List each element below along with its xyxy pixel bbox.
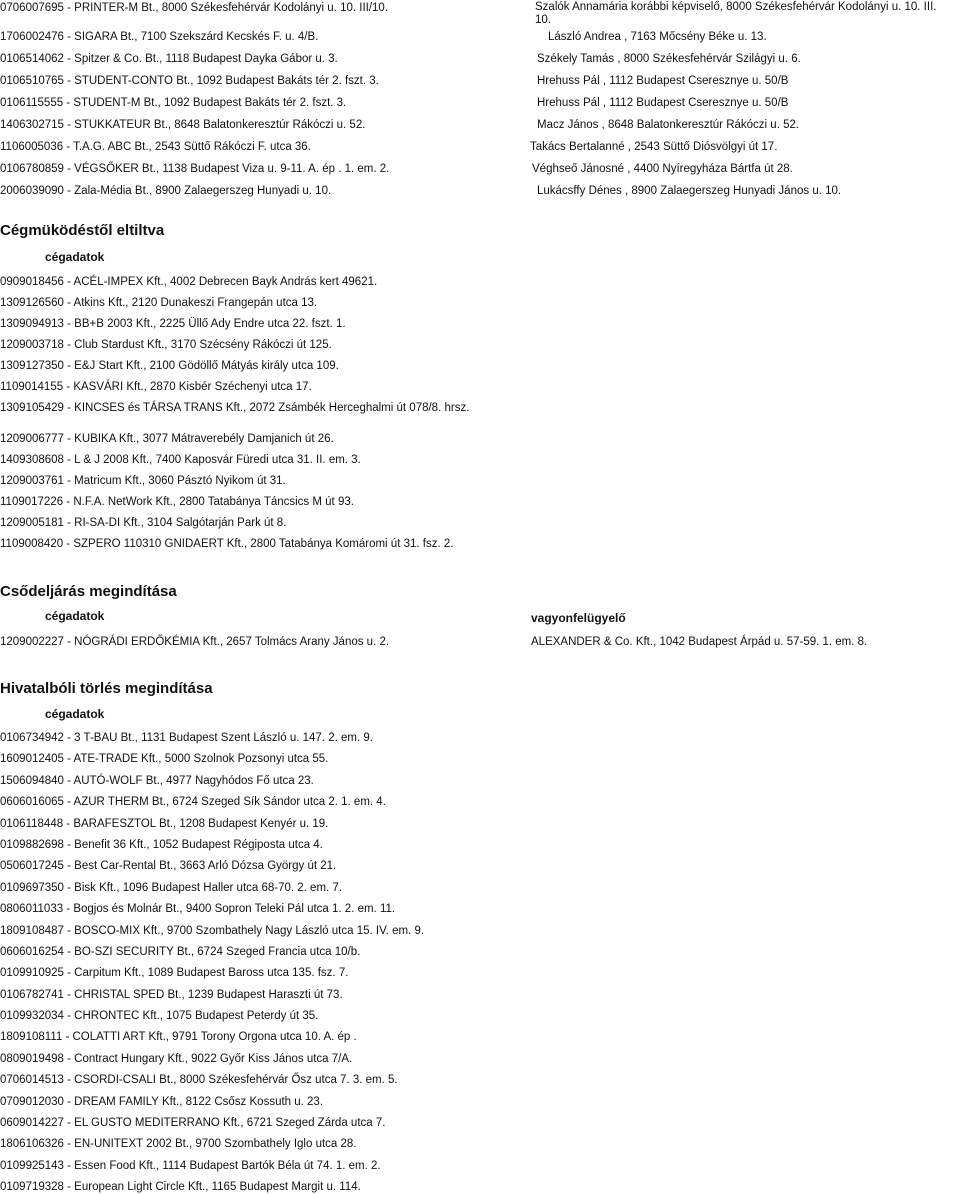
list-item: 1209003718 - Club Stardust Kft., 3170 Szécsény Rákóczi út 125. xyxy=(0,339,332,351)
list-item: 1309094913 - BB+B 2003 Kft., 2225 Üllő Ady Endre utca 22. fszt. 1. xyxy=(0,318,346,330)
list-item: 1209005181 - RI-SA-DI Kft., 3104 Salgótarján Park út 8. xyxy=(0,517,287,529)
list-item: 1409308608 - L & J 2008 Kft., 7400 Kaposvár Füredi utca 31. II. em. 3. xyxy=(0,454,361,466)
list-item: 0106118448 - BARAFESZTOL Bt., 1208 Budapest Kenyér u. 19. xyxy=(0,817,329,830)
section-subtitle: cégadatok xyxy=(45,609,105,623)
company-entry: 0706007695 - PRINTER-M Bt., 8000 Székesfehérvár Kodolányi u. 10. III/10. xyxy=(0,2,389,14)
list-item: 0809019498 - Contract Hungary Kft., 9022 Győr Kiss János utca 7/A. xyxy=(0,1052,353,1065)
company-entry: 0106514062 - Spitzer & Co. Bt., 1118 Budapest Dayka Gábor u. 3. xyxy=(0,53,338,65)
representative-entry: László Andrea , 7163 Mőcsény Béke u. 13. xyxy=(548,31,767,43)
representative-entry: Véghseő Jánosné , 4400 Nyíregyháza Bártfa út 28. xyxy=(532,163,793,175)
list-item: 0706014513 - CSORDI-CSALI Bt., 8000 Székesfehérvár Ősz utca 7. 3. em. 5. xyxy=(0,1074,398,1087)
company-entry: 0106510765 - STUDENT-CONTO Bt., 1092 Budapest Bakáts tér 2. fszt. 3. xyxy=(0,75,379,87)
list-item: 0909018456 - ACÉL-IMPEX Kft., 4002 Debrecen Bayk András kert 49621. xyxy=(0,276,378,288)
representative-entry: Székely Tamás , 8000 Székesfehérvár Szilágyi u. 6. xyxy=(537,53,801,65)
representative-entry: Takács Bertalanné , 2543 Süttő Diósvölgyi út 17. xyxy=(530,141,778,153)
list-item: 1309127350 - E&J Start Kft., 2100 Gödöllő Mátyás király utca 109. xyxy=(0,360,339,372)
representative-entry: Hrehuss Pál , 1112 Budapest Cseresznye u. 50/B xyxy=(537,75,789,87)
list-item: 1309105429 - KINCSES és TÁRSA TRANS Kft., 2072 Zsámbék Herceghalmi út 078/8. hrsz. xyxy=(0,402,470,414)
list-item: 1609012405 - ATE-TRADE Kft., 5000 Szolnok Pozsonyi utca 55. xyxy=(0,753,329,766)
company-entry: 0106780859 - VÉGSŐKER Bt., 1138 Budapest Viza u. 9-11. A. ép . 1. em. 2. xyxy=(0,163,390,175)
banned-company-list xyxy=(0,275,469,422)
banned-company-list-continued xyxy=(0,432,453,558)
list-item: 0709012030 - DREAM FAMILY Kft., 8122 Csősz Kossuth u. 23. xyxy=(0,1095,324,1108)
list-item: 0806011033 - Bogjos és Molnár Bt., 9400 Sopron Teleki Pál utca 1. 2. em. 11. xyxy=(0,903,396,916)
list-item: 0609014227 - EL GUSTO MEDITERRANO Kft., 6721 Szeged Zárda utca 7. xyxy=(0,1117,386,1130)
company-entry: 1406302715 - STUKKATEUR Bt., 8648 Balatonkeresztúr Rákóczi u. 52. xyxy=(0,119,366,131)
company-entry: 0106115555 - STUDENT-M Bt., 1092 Budapest Bakáts tér 2. fszt. 3. xyxy=(0,97,347,109)
insolvency-administrator: ALEXANDER & Co. Kft., 1042 Budapest Árpád u. 57-59. 1. em. 8. xyxy=(531,636,868,648)
list-item: 1809108111 - COLATTI ART Kft., 9791 Torony Orgona utca 10. A. ép . xyxy=(0,1031,357,1044)
list-item: 0506017245 - Best Car-Rental Bt., 3663 Arló Dózsa György út 21. xyxy=(0,860,337,873)
list-item: 1209003761 - Matricum Kft., 3060 Pásztó Nyikom út 31. xyxy=(0,475,286,487)
list-item: 1806106326 - EN-UNITEXT 2002 Bt., 9700 Szombathely Iglo utca 28. xyxy=(0,1138,357,1151)
section-subtitle: cégadatok xyxy=(45,250,105,264)
list-item: 0109719328 - European Light Circle Kft., 1165 Budapest Margit u. 114. xyxy=(0,1181,361,1194)
deletion-company-list xyxy=(0,731,424,1194)
section-title-cegmukodes: Cégmüködéstől eltiltva xyxy=(0,222,165,239)
section-subtitle-right: vagyonfelügyelő xyxy=(531,611,626,625)
section-title-csodeljaras: Csődeljárás megindítása xyxy=(0,583,177,600)
list-item: 1809108487 - BOSCO-MIX Kft., 9700 Szombathely Nagy László utca 15. IV. em. 9. xyxy=(0,924,425,937)
list-item: 0106734942 - 3 T-BAU Bt., 1131 Budapest Szent László u. 147. 2. em. 9. xyxy=(0,732,373,744)
list-item: 1309126560 - Atkins Kft., 2120 Dunakeszi Frangepán utca 13. xyxy=(0,297,318,309)
list-item: 0109697350 - Bisk Kft., 1096 Budapest Haller utca 68-70. 2. em. 7. xyxy=(0,881,343,894)
company-entry: 1106005036 - T.A.G. ABC Bt., 2543 Süttő Rákóczi F. utca 36. xyxy=(0,141,311,153)
representative-entry: Hrehuss Pál , 1112 Budapest Cseresznye u. 50/B xyxy=(537,97,789,109)
representative-entry: Lukácsffy Dénes , 8900 Zalaegerszeg Hunyadi János u. 10. xyxy=(537,185,842,197)
list-item: 1109014155 - KASVÁRI Kft., 2870 Kisbér Széchenyi utca 17. xyxy=(0,381,312,393)
list-item: 0109882698 - Benefit 36 Kft., 1052 Budapest Régiposta utca 4. xyxy=(0,838,323,851)
company-entry: 1706002476 - SIGARA Bt., 7100 Szekszárd Kecskés F. u. 4/B. xyxy=(0,31,319,43)
list-item: 1109017226 - N.F.A. NetWork Kft., 2800 Tatabánya Táncsics M út 93. xyxy=(0,496,354,508)
list-item: 0106782741 - CHRISTAL SPED Bt., 1239 Budapest Haraszti út 73. xyxy=(0,988,343,1001)
list-item: 1506094840 - AUTÓ-WOLF Bt., 4977 Nagyhódos Fő utca 23. xyxy=(0,774,314,787)
insolvency-company: 1209002227 - NÓGRÁDI ERDŐKÉMIA Kft., 2657 Tolmács Arany János u. 2. xyxy=(0,636,390,648)
company-entry: 2006039090 - Zala-Média Bt., 8900 Zalaegerszeg Hunyadi u. 10. xyxy=(0,185,332,197)
list-item: 0109910925 - Carpitum Kft., 1089 Budapest Baross utca 135. fsz. 7. xyxy=(0,967,349,980)
list-item: 0109925143 - Essen Food Kft., 1114 Budapest Bartók Béla út 74. 1. em. 2. xyxy=(0,1159,381,1172)
representative-entry: Szalók Annamária korábbi képviselő, 8000 Székesfehérvár Kodolányi u. 10. III. 10. xyxy=(535,1,937,26)
section-title-hivatalboli-torles: Hivatalbóli törlés megindítása xyxy=(0,680,213,697)
representative-entry: Macz János , 8648 Balatonkeresztúr Rákóczi u. 52. xyxy=(537,119,800,131)
list-item: 1109008420 - SZPERO 110310 GNIDAERT Kft., 2800 Tatabánya Komáromi út 31. fsz. 2. xyxy=(0,538,454,550)
list-item: 0606016254 - BO-SZI SECURITY Bt., 6724 Szeged Francia utca 10/b. xyxy=(0,945,361,958)
list-item: 0606016065 - AZUR THERM Bt., 6724 Szeged Sík Sándor utca 2. 1. em. 4. xyxy=(0,796,386,809)
list-item: 1209006777 - KUBIKA Kft., 3077 Mátraverebély Damjanich út 26. xyxy=(0,433,334,445)
section-subtitle: cégadatok xyxy=(45,707,105,721)
list-item: 0109932034 - CHRONTEC Kft., 1075 Budapest Peterdy út 35. xyxy=(0,1010,319,1023)
